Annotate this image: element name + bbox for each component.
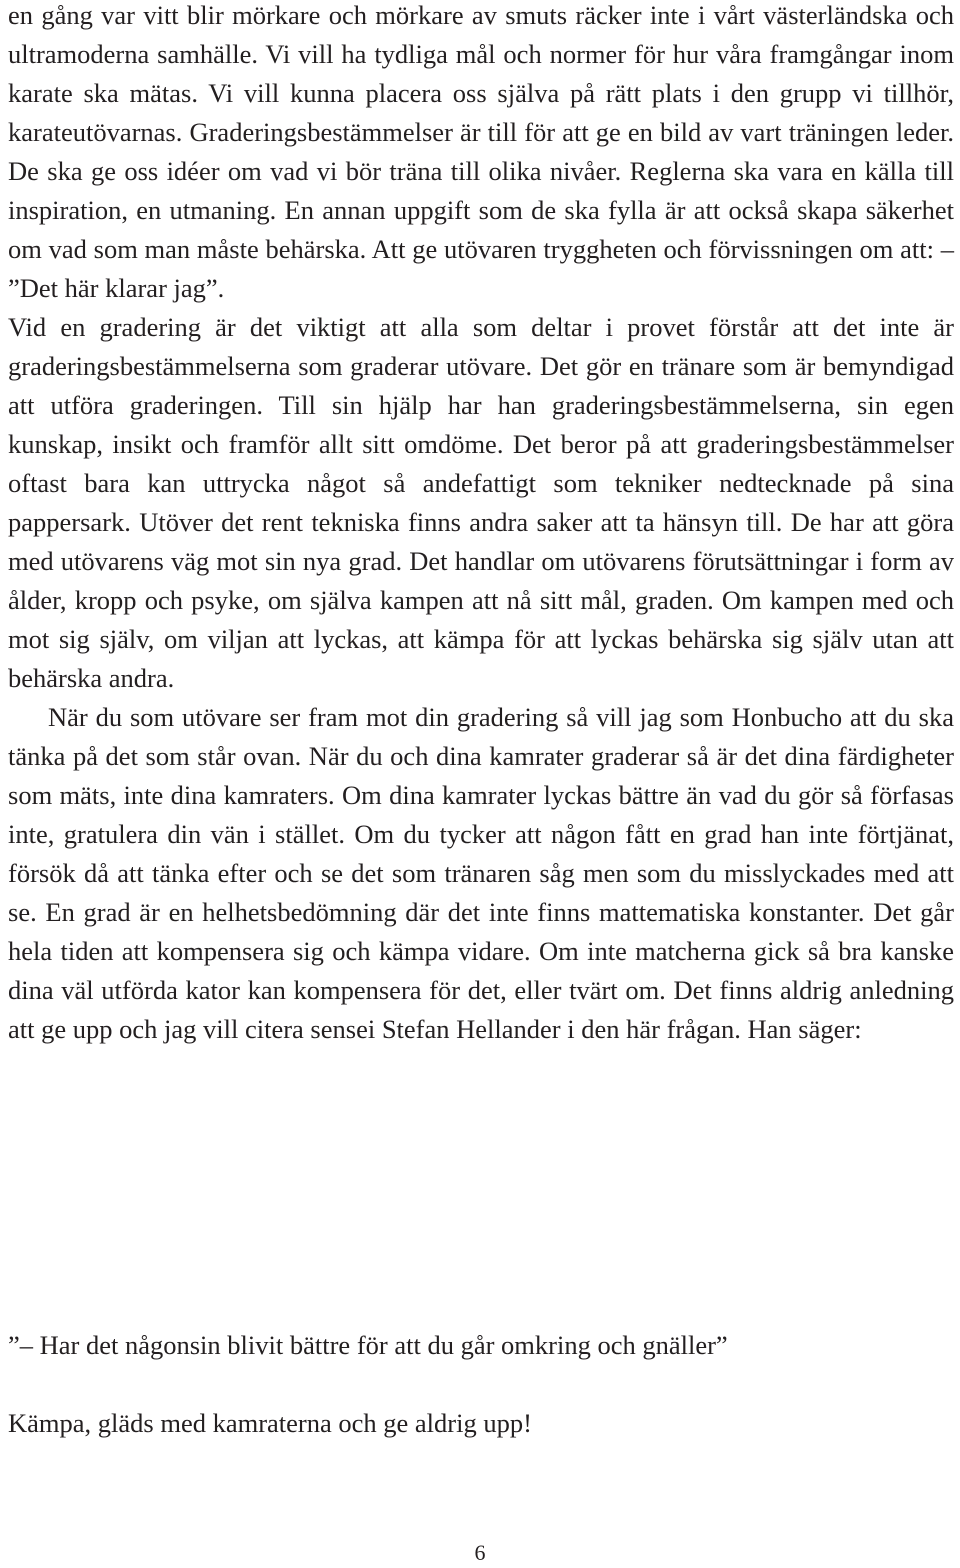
document-page [8, 0, 954, 1438]
body-paragraph: Vid en gradering är det viktigt att alla som deltar i provet förstår att det inte är graderingsbestämmelserna som graderar utövare. Det gör en tränare som är bemyndigad att utföra graderingen. Till sin hjälp har han graderingsbestämmelserna, sin egen kunskap, insikt och framför allt sitt omdöme. Det beror på att graderingsbestämmelser oftast bara kan uttrycka något så andefattigt som tekniker nedtecknade på sina pappersark. Utöver det rent tekniska finns andra saker att ta hänsyn till. De har att göra med utövarens väg mot sin nya grad. Det handlar om utövarens förutsättningar i form av ålder, kropp och psyke, om själva kampen att nå sitt mål, graden. Om kampen med och mot sig själv, om viljan att lyckas, att kämpa för att lyckas behärska sig själv utan att behärska andra. [8, 312, 954, 693]
body-paragraph: en gång var vitt blir mörkare och mörkare av smuts räcker inte i vårt västerländska och ultramoderna samhälle. Vi vill ha tydliga mål och normer för hur våra framgångar inom karate ska mätas. Vi vill kunna placera oss själva på rätt plats i den grupp vi tillhör, karateutövarnas. Graderingsbestämmelser är till för att ge en bild av vart träningen leder. De ska ge oss idéer om vad vi bör träna till olika nivåer. Reglerna ska vara en källa till inspiration, en utmaning. En annan uppgift som de ska fylla är att också skapa säkerhet om vad som man måste behärska. Att ge utövaren tryggheten och förvissningen om att: – ”Det här klarar jag”. [8, 0, 954, 303]
closing-line: Kämpa, gläds med kamraterna och ge aldrig upp! [8, 1408, 532, 1438]
quotation: ”– Har det någonsin blivit bättre för att du går omkring och gnäller” [8, 1330, 728, 1360]
body-paragraph: När du som utövare ser fram mot din gradering så vill jag som Honbucho att du ska tänka på det som står ovan. När du och dina kamrater graderar så är det dina färdigheter som mäts, inte dina kamraters. Om dina kamrater lyckas bättre än vad du gör så förfasas inte, gratulera din vän i stället. Om du tycker att någon fått en grad han inte förtjänat, försök då att tänka efter och se det som tränaren såg men som du misslyckades med att se. En grad är en helhetsbedömning där det inte finns mattematiska konstanter. Det går hela tiden att kompensera sig och kämpa vidare. Om inte matcherna gick så bra kanske dina väl utförda kator kan kompensera för det, eller tvärt om. Det finns aldrig anledning att ge upp och jag vill citera sensei Stefan Hellander i den här frågan. Han säger: [8, 702, 954, 1044]
page-number: 6 [474, 1540, 486, 1565]
